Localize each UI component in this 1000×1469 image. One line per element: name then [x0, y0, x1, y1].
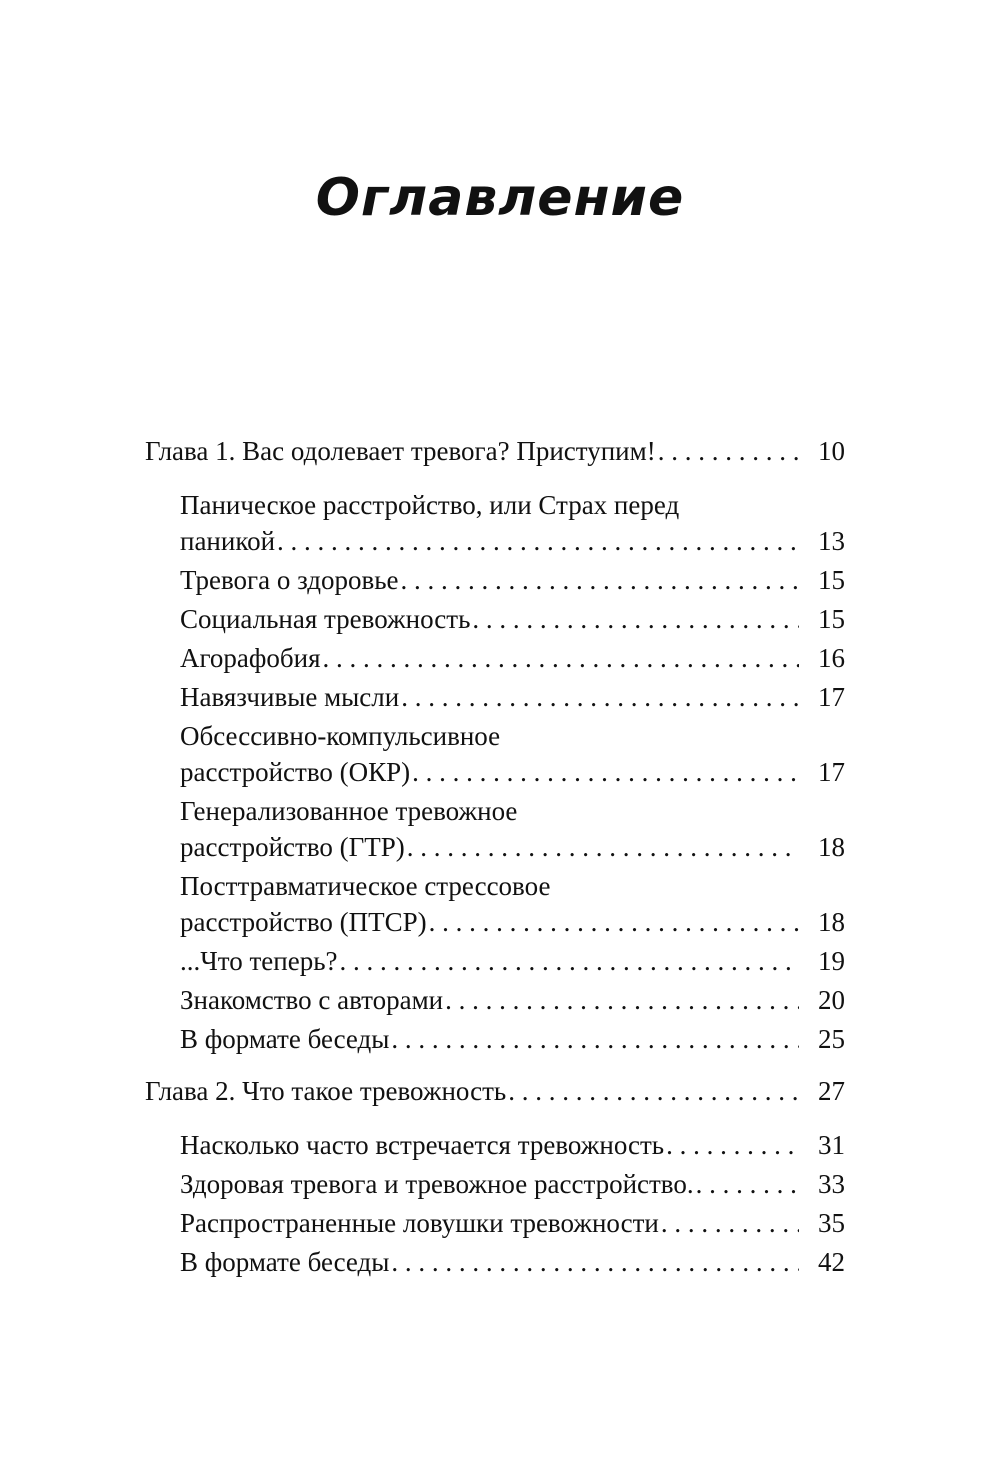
toc-page-number: 27: [818, 1076, 845, 1106]
toc-page-number: 31: [818, 1130, 845, 1160]
toc-entry-title: Здоровая тревога и тревожное расстройство.: [180, 1169, 694, 1199]
toc-section-conversation-1[interactable]: [145, 1021, 845, 1057]
toc-entry-title: расстройство (ГТР): [180, 832, 405, 862]
toc-entry-title: ...Что теперь?: [180, 946, 338, 976]
toc-page-number: 17: [818, 682, 845, 712]
dot-leader: [696, 1166, 799, 1202]
toc-entry-title: Знакомство с авторами: [180, 985, 444, 1015]
toc-section-conversation-2[interactable]: [145, 1244, 845, 1280]
toc-page-number: 16: [818, 643, 845, 673]
dot-leader: [322, 640, 799, 676]
dot-leader: [401, 679, 799, 715]
toc-section-intrusive-thoughts[interactable]: [145, 679, 845, 715]
toc-entry-title: паникой: [180, 526, 276, 556]
toc-page-number: 13: [818, 526, 845, 556]
toc-entry-title: Навязчивые мысли: [180, 682, 400, 712]
toc-section-panic-disorder[interactable]: [145, 487, 845, 559]
toc-page-number: 18: [818, 832, 845, 862]
toc-chapter-2[interactable]: [145, 1073, 845, 1109]
dot-leader: [429, 904, 799, 940]
dot-leader: [412, 754, 799, 790]
dot-leader: [401, 562, 799, 598]
dot-leader: [391, 1244, 799, 1280]
toc-page-number: 18: [818, 907, 845, 937]
toc-section-gad[interactable]: [145, 793, 845, 865]
toc-page-number: 15: [818, 604, 845, 634]
toc-entry-title: Глава 2. Что такое тревожность: [145, 1076, 507, 1106]
toc-chapter-1[interactable]: [145, 433, 845, 469]
table-of-contents: [145, 433, 845, 1280]
toc-entry-title: расстройство (ОКР): [180, 757, 411, 787]
toc-entry-title: Социальная тревожность: [180, 604, 471, 634]
toc-entry-title: Насколько часто встречается тревожность: [180, 1130, 665, 1160]
dot-leader: [445, 982, 799, 1018]
toc-section-what-now[interactable]: [145, 943, 845, 979]
dot-leader: [658, 433, 799, 469]
toc-section-agoraphobia[interactable]: [145, 640, 845, 676]
dot-leader: [472, 601, 799, 637]
toc-entry-title: Глава 1. Вас одолевает тревога? Приступим!: [145, 436, 656, 466]
toc-entry-title-line1: Обсессивно-компульсивное: [180, 721, 501, 751]
toc-page-number: 17: [818, 757, 845, 787]
toc-entry-title: Агорафобия: [180, 643, 321, 673]
toc-entry-title-line1: Генерализованное тревожное: [180, 796, 518, 826]
toc-entry-title-line1: Посттравматическое стрессовое: [180, 871, 551, 901]
toc-entry-title: расстройство (ПТСР): [180, 907, 427, 937]
toc-page-number: 25: [818, 1024, 845, 1054]
dot-leader: [277, 523, 799, 559]
toc-section-ptsd[interactable]: [145, 868, 845, 940]
toc-entry-title: В формате беседы: [180, 1024, 390, 1054]
toc-page-number: 33: [818, 1169, 845, 1199]
toc-page-number: 15: [818, 565, 845, 595]
toc-page-number: 35: [818, 1208, 845, 1238]
toc-section-anxiety-traps[interactable]: [145, 1205, 845, 1241]
toc-page-number: 10: [818, 436, 845, 466]
toc-page-number: 20: [818, 985, 845, 1015]
dot-leader: [340, 943, 799, 979]
toc-entry-title: В формате беседы: [180, 1247, 390, 1277]
toc-page-number: 19: [818, 946, 845, 976]
toc-entry-title: Распространенные ловушки тревожности: [180, 1208, 659, 1238]
toc-section-healthy-vs-disorder[interactable]: [145, 1166, 845, 1202]
toc-entry-title: Тревога о здоровье: [180, 565, 399, 595]
dot-leader: [666, 1127, 799, 1163]
toc-section-health-anxiety[interactable]: [145, 562, 845, 598]
toc-section-meet-authors[interactable]: [145, 982, 845, 1018]
page-title: Оглавление: [315, 168, 685, 228]
dot-leader: [407, 829, 799, 865]
dot-leader: [661, 1205, 799, 1241]
toc-entry-title-line1: Паническое расстройство, или Страх перед: [180, 490, 680, 520]
dot-leader: [508, 1073, 799, 1109]
toc-section-ocd[interactable]: [145, 718, 845, 790]
toc-section-prevalence[interactable]: [145, 1127, 845, 1163]
dot-leader: [391, 1021, 799, 1057]
toc-section-social-anxiety[interactable]: [145, 601, 845, 637]
toc-page-number: 42: [818, 1247, 845, 1277]
